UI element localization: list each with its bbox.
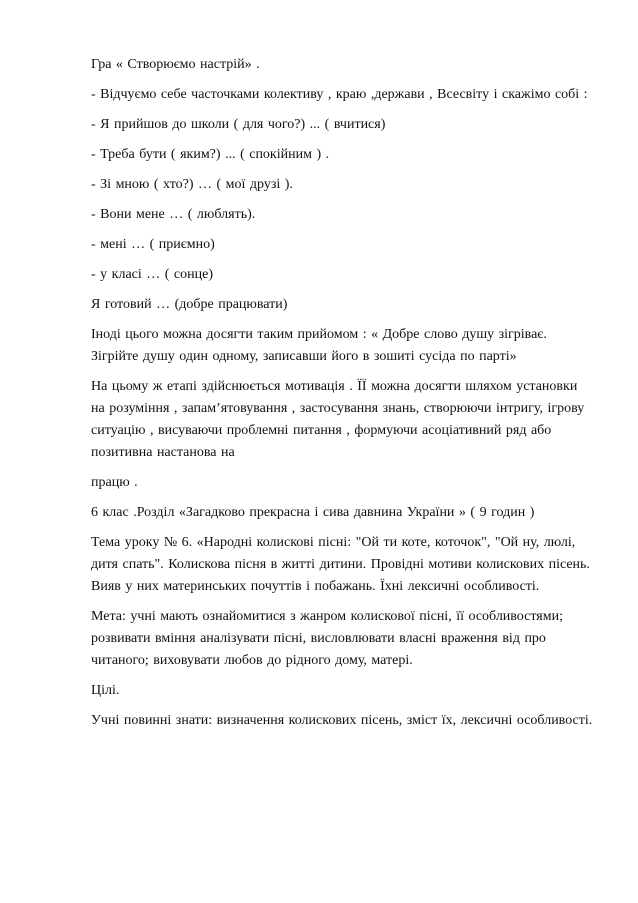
- paragraph-line-pleasant: - мені … ( приємно): [91, 237, 215, 252]
- paragraph-lesson-topic: Тема уроку № 6. «Народні колискові пісні: "Ой ти коте, коточок", "Ой ну, люлі, дитя спать". Колискова пісня в житті дитини. Провідні мотиви колискових пісень. Вияв у них материнських почуттів і побажань. Їхні лексичні особливості.: [91, 535, 590, 594]
- paragraph-grade-section: 6 клас .Розділ «Загадково прекрасна і сива давнина України » ( 9 годин ): [91, 505, 535, 520]
- paragraph-goal: Мета: учні мають ознайомитися з жанром колискової пісні, її особливостями; розвивати вміння аналізувати пісні, висловлювати власні враження від про читаного; виховувати любов до рідного дому, матері.: [91, 609, 563, 668]
- paragraph-line-calm: - Треба бути ( яким?) ... ( спокійним ) .: [91, 147, 330, 162]
- paragraph-aims-heading: Цілі.: [91, 683, 120, 698]
- paragraph-ready: Я готовий … (добре працювати): [91, 297, 288, 312]
- paragraph-line-school: - Я прийшов до школи ( для чого?) ... ( вчитися): [91, 117, 386, 132]
- paragraph-game-title: Гра « Створюємо настрій» .: [91, 57, 260, 72]
- document-body: [91, 54, 595, 740]
- paragraph-line-sun: - у класі … ( сонце): [91, 267, 214, 282]
- paragraph-technique: Іноді цього можна досягти таким прийомом : « Добре слово душу зігріває. Зігрійте душу один одному, записавши його в зошиті сусіда по парті»: [91, 327, 547, 364]
- paragraph-students-know: Учні повинні знати: визначення колискових пісень, зміст їх, лексичні особливості.: [91, 713, 593, 728]
- paragraph-intro: - Відчуємо себе часточками колективу , краю ,держави , Всесвіту і скажімо собі :: [91, 87, 588, 102]
- paragraph-work: працю .: [91, 475, 138, 490]
- paragraph-line-love: - Вони мене … ( люблять).: [91, 207, 256, 222]
- paragraph-line-friends: - Зі мною ( хто?) … ( мої друзі ).: [91, 177, 293, 192]
- paragraph-motivation: На цьому ж етапі здійснюється мотивація . ЇЇ можна досягти шляхом установки на розуміння , запам’ятовування , застосування знань, створюючи інтригу, ігрову ситуацію , висуваючи проблемні питання , формуючи асоціативний ряд або позитивна настанова на: [91, 379, 585, 460]
